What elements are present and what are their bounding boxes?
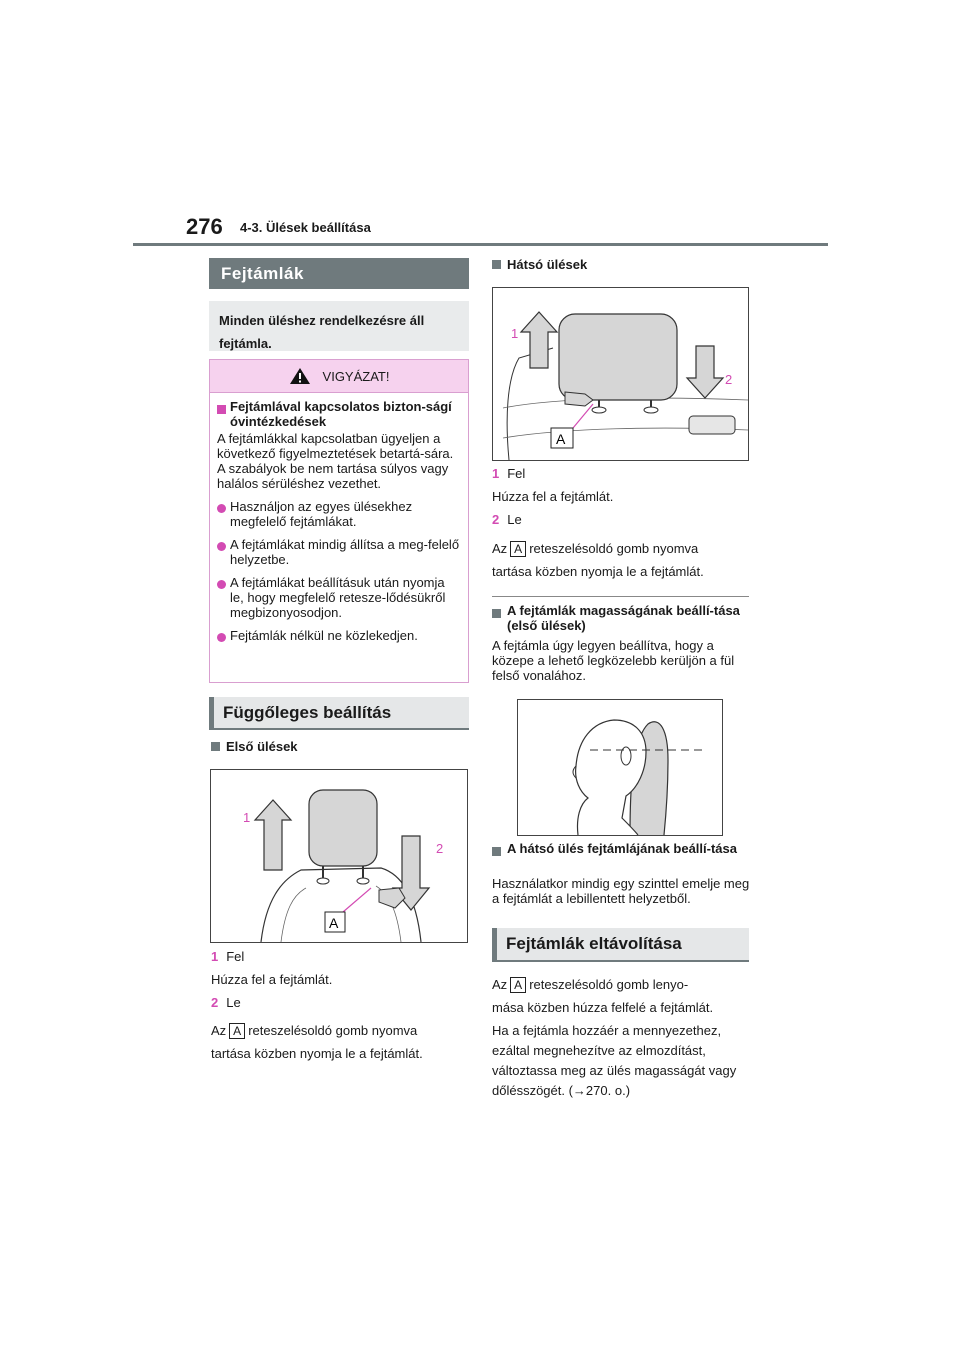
- front-release-text: Az A reteszelésoldó gomb nyomva: [211, 1023, 418, 1038]
- section-title-fuggoleges: Függőleges beállítás: [209, 697, 469, 730]
- gray-square-icon: [492, 260, 501, 269]
- front-step-1: 1 Fel: [211, 949, 245, 964]
- warning-triangle-icon: [289, 367, 311, 385]
- warning-text: A fejtámlákkal kapcsolatban ügyeljen a következő figyelmeztetések betartá-sára. A szabályok be nem tartása súlyos vagy halálos sérüléshez vezethet.: [217, 431, 454, 491]
- rear-release-text: Az A reteszelésoldó gomb nyomva: [492, 541, 699, 556]
- page-number: 276: [186, 214, 223, 239]
- section-title-fejtamlak: Fejtámlák: [209, 258, 469, 289]
- head-position-figure: [517, 699, 723, 836]
- gray-square-icon: [492, 847, 501, 856]
- pink-square-icon: [217, 405, 226, 414]
- front-headrest-illustration: [211, 770, 467, 942]
- gray-square-icon: [492, 609, 501, 618]
- warning-subtitle: Fejtámlával kapcsolatos bizton-ságí óvintézkedések: [230, 399, 452, 429]
- warning-title: VIGYÁZAT!: [322, 368, 390, 384]
- bullet-dot-icon: [217, 633, 226, 642]
- front-step-2: 2 Le: [211, 995, 241, 1010]
- bullet-dot-icon: [217, 542, 226, 551]
- front-seats-heading: Első ülések: [211, 739, 298, 754]
- warning-bullet: Fejtámlák nélkül ne közlekedjen.: [230, 628, 418, 643]
- label-a-box: A: [510, 977, 526, 993]
- height-adjust-heading: A fejtámlák magasságának beállí-tása (első ülések): [492, 603, 749, 633]
- rear-step-2: 2 Le: [492, 512, 522, 527]
- rear-step-1: 1 Fel: [492, 466, 526, 481]
- head-position-illustration: [518, 700, 722, 835]
- warning-box: [209, 359, 469, 683]
- figure-label-a: A: [329, 915, 339, 931]
- header-rule: [133, 243, 828, 246]
- intro-box: Minden üléshez rendelkezésre áll fejtámla.: [209, 301, 469, 351]
- figure-label-1: 1: [511, 326, 519, 341]
- rear-adjust-text: Használatkor mindig egy szinttel emelje meg a fejtámlát a lebillentett helyzetből.: [492, 876, 750, 906]
- rear-seat-figure: [492, 287, 749, 461]
- figure-label-1: 1: [243, 810, 251, 825]
- warning-bullet: Használjon az egyes ülésekhez megfelelő fejtámlákat.: [230, 499, 413, 529]
- gray-square-icon: [211, 742, 220, 751]
- figure-label-a: A: [556, 431, 566, 447]
- rear-release-text-2: tartása közben nyomja le a fejtámlát.: [492, 564, 704, 579]
- warning-bullet: A fejtámlákat mindig állítsa a meg-felelő helyzetbe.: [230, 537, 460, 567]
- warning-bullet: A fejtámlákat beállításuk után nyomja le, hogy megfelelő retesze-lődésükről megbizonyosodjon.: [230, 575, 446, 620]
- remove-text-2: mása közben húzza felfelé a fejtámlát.: [492, 1000, 714, 1015]
- warning-header: [210, 360, 468, 393]
- front-step-1-desc: Húzza fel a fejtámlát.: [211, 972, 333, 987]
- bullet-dot-icon: [217, 504, 226, 513]
- remove-text: Az A reteszelésoldó gomb lenyo-: [492, 977, 689, 992]
- divider: [492, 596, 749, 597]
- bullet-dot-icon: [217, 580, 226, 589]
- rear-step-1-desc: Húzza fel a fejtámlát.: [492, 489, 614, 504]
- label-a-box: A: [229, 1023, 245, 1039]
- front-seat-figure: [210, 769, 468, 943]
- remove-paragraph: Ha a fejtámla hozzáér a mennyezethez, ezáltal megnehezítve az elmozdítást, változtassa meg az ülés magasságát vagy dőlésszögét. (→270. o.): [492, 1023, 737, 1098]
- front-release-text-2: tartása közben nyomja le a fejtámlát.: [211, 1046, 423, 1061]
- rear-adjust-heading: A hátsó ülés fejtámlájának beállí-tása: [492, 841, 749, 859]
- chapter-title: 4-3. Ülések beállítása: [240, 220, 371, 235]
- figure-label-2: 2: [725, 372, 733, 387]
- height-adjust-text: A fejtámla úgy legyen beállítva, hogy a közepe a lehető legközelebb kerüljön a fül felső vonalához.: [492, 638, 735, 683]
- figure-label-2: 2: [436, 841, 444, 856]
- section-title-eltavolitas: Fejtámlák eltávolítása: [492, 928, 749, 962]
- rear-headrest-illustration: [493, 288, 748, 460]
- rear-seats-heading: Hátsó ülések: [492, 257, 587, 272]
- label-a-box: A: [510, 541, 526, 557]
